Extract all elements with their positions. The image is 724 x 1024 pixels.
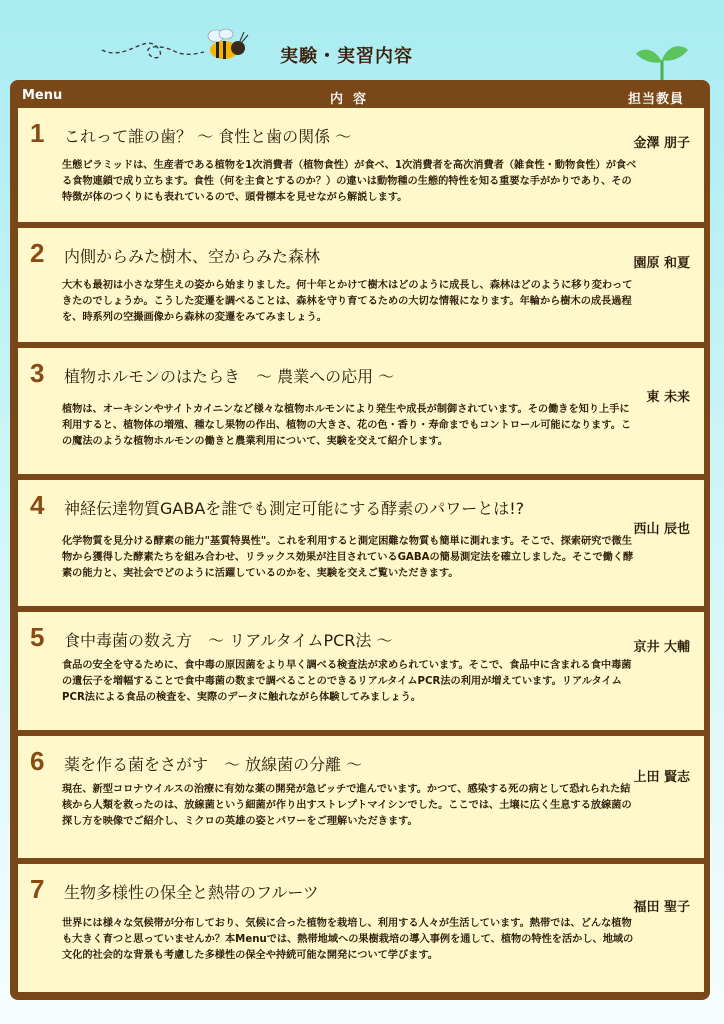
menu-item-6 — [18, 736, 704, 858]
item-number: 1 — [30, 118, 45, 148]
item-description: 植物は、オーキシンやサイトカイニンなど様々な植物ホルモンにより発生や成長が制御されています。その働きを知り上手に利用すると、植物体の増殖、種なし果物の作出、植物の大きさ、花の色・香り・寿命までもコントロール可能になります。この魔法のような植物ホルモンの働きと農業利用について、実験を交えて紹介します。 — [62, 404, 632, 447]
menu-item-2 — [18, 228, 704, 342]
page-header — [0, 0, 724, 80]
item-description: 化学物質を見分ける酵素の能力"基質特異性"。これを利用すると測定困難な物質も簡単に測れます。そこで、探索研究で微生物から獲得した酵素たちを組み合わせ、リラックス効果が注目されているGABAの簡易測定法を確立しました。そこで働く酵素の能力と、実社会でどのように活躍しているのかを、実験を交えご覧いただきます。 — [62, 536, 634, 579]
header-teacher: 担当教員 — [628, 92, 685, 107]
item-title: 内側からみた樹木、空からみた森林 — [64, 247, 321, 266]
item-number: 3 — [30, 358, 45, 388]
item-title: 植物ホルモンのはたらき ～ 農業への応用 ～ — [64, 367, 395, 386]
menu-item-4 — [18, 480, 704, 606]
item-number: 2 — [30, 238, 45, 268]
item-teacher: 上田 賢志 — [633, 770, 690, 785]
sprout-icon — [634, 40, 690, 84]
menu-item-3 — [18, 348, 704, 474]
item-teacher: 園原 和夏 — [633, 256, 690, 271]
bee-icon — [96, 22, 256, 72]
header-menu: Menu — [22, 88, 63, 103]
item-description: 世界には様々な気候帯が分布しており、気候に合った植物を栽培し、利用する人々が生活しています。熱帯では、どんな植物も大きく育つと思っていませんか？本Menuでは、熱帯地域への果樹栽培の導入事例を通して、植物の特性を活かし、地域の文化的社会的な背景も考慮した多様性の保全や持続可能な開発について学びます。 — [62, 918, 634, 961]
table-header — [10, 82, 710, 108]
menu-item-7 — [18, 864, 704, 992]
item-title: これって誰の歯？ ～ 食性と歯の関係 ～ — [64, 127, 352, 146]
page-title: 実験・実習内容 — [280, 46, 413, 67]
menu-item-1 — [18, 108, 704, 222]
item-number: 6 — [30, 746, 45, 776]
item-description: 現在、新型コロナウイルスの治療に有効な薬の開発が急ピッチで進んでいます。かつて、感染する死の病として恐れられた結核から人類を救ったのは、放線菌という細菌が作り出すストレプトマイシンでした。ここでは、土壌に広く生息する放線菌の探し方を映像でご紹介し、ミクロの英雄の姿とパワーをご理解いただきます。 — [62, 784, 632, 827]
item-teacher: 金澤 朋子 — [633, 136, 690, 151]
item-description: 大木も最初は小さな芽生えの姿から始まりました。何十年とかけて樹木はどのように成長し、森林はどのように移り変わってきたのでしょうか。こうした変遷を調べることは、森林を守り育てるための大切な情報になります。年輪から樹木の成長過程を、時系列の空撮画像から森林の変遷をみてみましょう。 — [62, 280, 633, 323]
item-teacher: 福田 聖子 — [633, 900, 690, 915]
item-number: 7 — [30, 874, 45, 904]
item-number: 4 — [30, 490, 45, 520]
item-title: 神経伝達物質GABAを誰でも測定可能にする酵素のパワーとは!? — [64, 499, 525, 518]
item-teacher: 西山 辰也 — [633, 522, 690, 537]
item-number: 5 — [30, 622, 45, 652]
item-title: 薬を作る菌をさがす ～ 放線菌の分離 ～ — [64, 755, 363, 774]
item-description: 生態ピラミッドは、生産者である植物を1次消費者（植物食性）が食べ、1次消費者を高次消費者（雑食性・動物食性）が食べる食物連鎖で成り立ちます。食性（何を主食とするのか？）の違いは動物種の生態的特性を知る重要な手がかりであり、その特徴が体のつくりにも表れているので、頭骨標本を見せながら解説します。 — [62, 160, 637, 203]
item-title: 食中毒菌の数え方 ～ リアルタイムPCR法 ～ — [64, 631, 393, 650]
item-description: 食品の安全を守るために、食中毒の原因菌をより早く調べる検査法が求められています。そこで、食品中に含まれる食中毒菌の遺伝子を増幅することで食中毒菌の数まで調べることのできるリアルタイムPCR法の利用が増えています。リアルタイムPCR法による食品の検査を、実際のデータに触れながら体験してみましょう。 — [62, 660, 632, 703]
menu-item-5 — [18, 612, 704, 730]
item-title: 生物多様性の保全と熱帯のフルーツ — [64, 883, 319, 902]
header-content: 内容 — [330, 92, 377, 107]
item-teacher: 京井 大輔 — [633, 640, 690, 655]
item-teacher: 東 未来 — [646, 390, 690, 405]
